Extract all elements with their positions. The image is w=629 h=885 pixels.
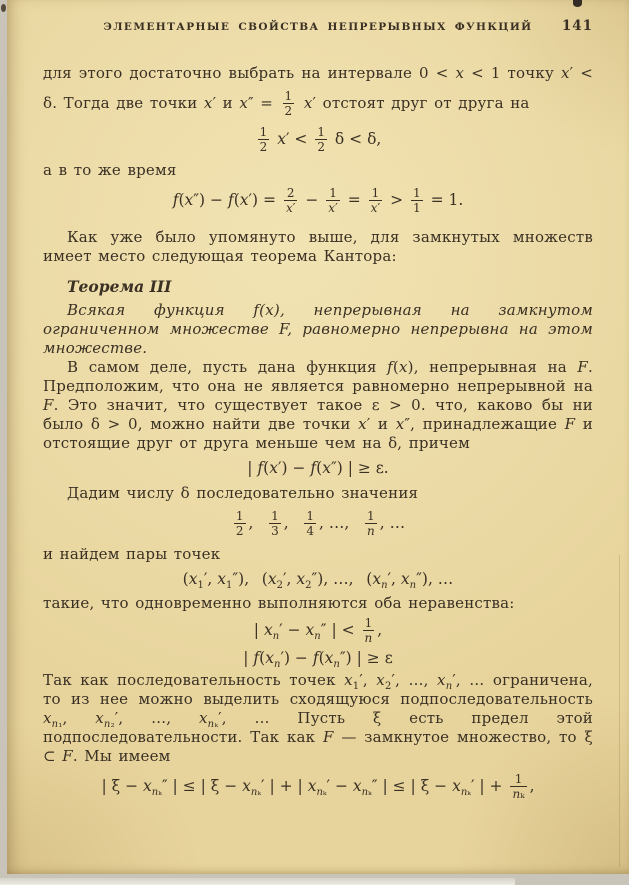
running-head	[43, 0, 593, 34]
ink-speck-top	[573, 0, 582, 7]
formula-half-delta: $\frac{1}{2}$ x′ < $\frac{1}{2}$ δ < δ,	[259, 125, 382, 154]
formula-value-inequality: | $f(x_n') - f(x_n'')$ | ≥ ε	[243, 649, 393, 671]
theorem-heading: Теорема III	[67, 277, 172, 296]
formula-f-difference: f(x″) − f(x′) = $\frac{2}{x'}$ − $\frac{1}{x'}$ = $\frac{1}{x'}$ > $\frac{1}{1}$ = 1.	[172, 186, 464, 215]
text-column	[43, 0, 593, 808]
paragraph-cantor-intro: Как уже было упомянуто выше, для замкнутых множеств имеет место следующая теорема Кантора:	[43, 228, 593, 265]
scan-edge	[0, 878, 515, 885]
running-head-title: ЭЛЕМЕНТАРНЫЕ СВОЙСТВА НЕПРЕРЫВНЫХ ФУНКЦИЙ	[103, 21, 533, 33]
formula-point-pairs: ($x_1'$, $x_1''$), ($x_2'$, $x_2''$), …, ($x_n'$, $x_n''$), …	[182, 569, 454, 591]
formula-distance-inequality: | $x_n' - x_n''$ | < $\frac{1}{n}$ ,	[253, 616, 383, 646]
paper	[7, 0, 629, 874]
paragraph-find-pairs: и найдем пары точек	[43, 544, 221, 563]
paragraph-at-same-time: а в то же время	[43, 161, 177, 179]
ink-speck-corner	[1, 4, 6, 12]
paragraph-interval-choice: для этого достаточно выбрать на интервале 0 < x < 1 точку x′ < δ. Тогда две точки x′ и x″ = $\frac{1}{2}$ x′ отстоят друг от друга на	[43, 64, 594, 118]
formula-epsilon-inequality: | f(x′) − f(x″) | ≥ ε.	[247, 459, 389, 477]
formula-triangle-inequality: | $\xi - x_{n_k}''$ | ≤ | $\xi - x_{n_k}'$ | + | $x_{n_k}' - x_{n_k}''$ | ≤ | $\xi - x_{n_k}'$ | + $\frac{1}{\text{nₖ}}$ ,	[101, 771, 535, 801]
paragraph-subsequence: Так как последовательность точек $x_1'$, $x_2'$, …, $x_n'$, … ограничена, то из нее можно выделить сходящуюся подпоследовательность $x_{n_1}$, $x_{n_2}'$, …, $x_{n_k}'$, … Пусть ξ есть предел этой подпоследовательности. Так как F — замкнутое множество, то ξ ⊂ F. Мы имеем	[43, 670, 593, 765]
paragraph-proof-setup: В самом деле, пусть дана функция f(x), непрерывная на F. Предположим, что она не является равномерно непрерывной на F. Это значит, что существует такое ε > 0. что, каково бы ни было δ > 0, можно найти две точки x′ и x″, принадлежащие F и отстоящие друг от друга меньше чем на δ, причем	[43, 358, 593, 452]
page-crease	[619, 555, 620, 867]
formula-delta-sequence: $\frac{1}{2}$ , $\frac{1}{3}$ , $\frac{1}{4}$ , …, $\frac{1}{n}$ , …	[235, 508, 406, 538]
page-number: 141	[561, 18, 593, 34]
paragraph-delta-values: Дадим числу δ последовательно значения	[67, 483, 419, 502]
theorem-statement: Всякая функция f(x), непрерывная на замкнутом ограниченном множестве F, равномерно непрерывна на этом множестве.	[43, 301, 594, 357]
paragraph-both-inequalities: такие, что одновременно выполняются оба неравенства:	[43, 594, 515, 613]
